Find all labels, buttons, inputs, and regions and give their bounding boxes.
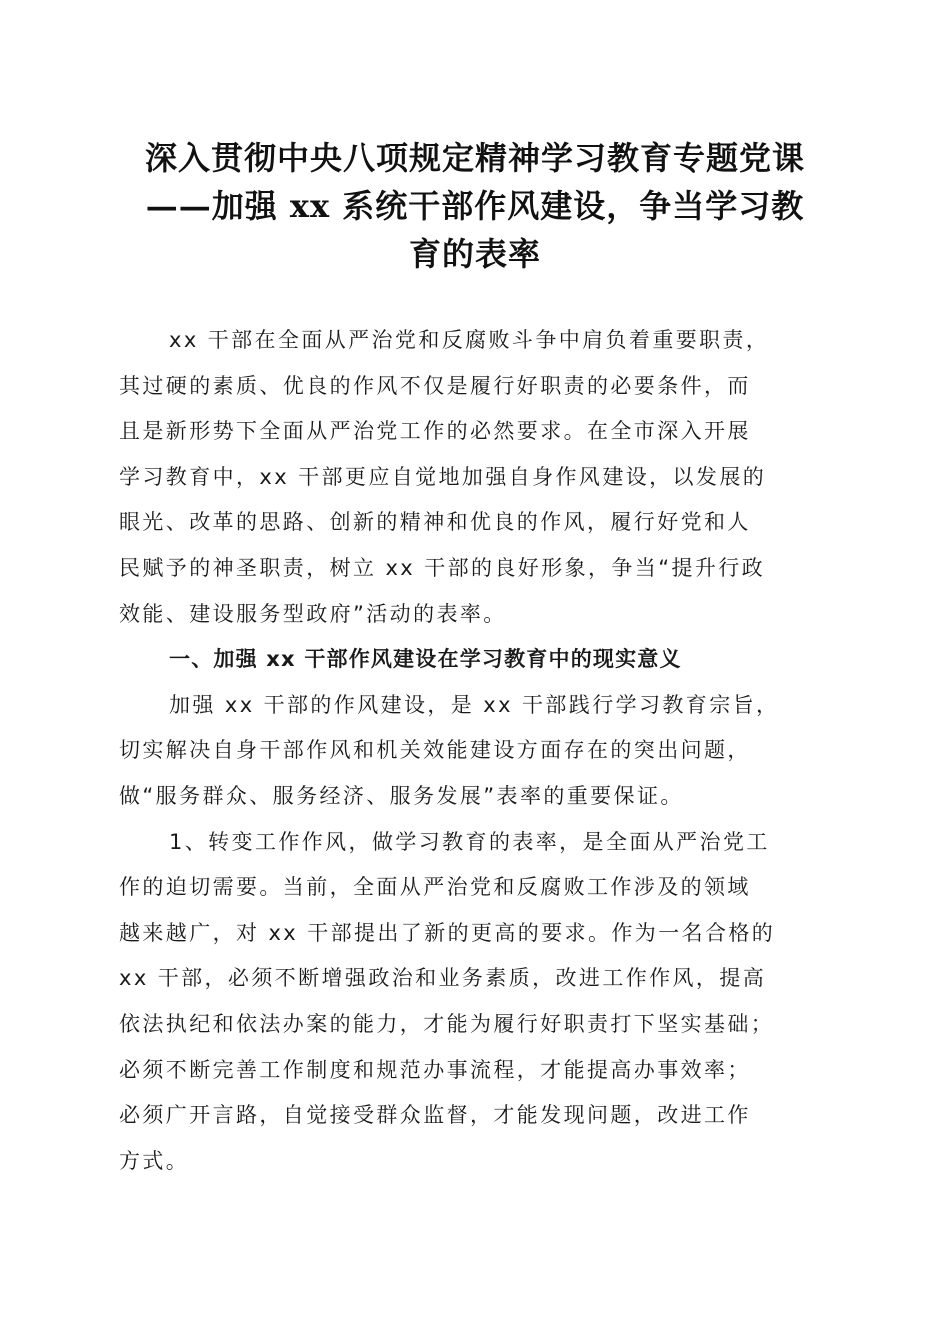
paragraph-point-1 xyxy=(119,820,837,1185)
paragraph-line: 必须不断完善工作制度和规范办事流程，才能提高办事效率； xyxy=(119,1057,751,1082)
paragraph-section-intro xyxy=(119,683,837,820)
paragraph-intro xyxy=(119,318,837,637)
paragraph-line: 1、转变工作作风，做学习教育的表率，是全面从严治党工 xyxy=(169,829,770,854)
paragraph-line: 必须广开言路，自觉接受群众监督，才能发现问题，改进工作 xyxy=(119,1103,751,1128)
paragraph-line: 眼光、改革的思路、创新的精神和优良的作风，履行好党和人 xyxy=(119,510,751,535)
paragraph-line: 作的迫切需要。当前，全面从严治党和反腐败工作涉及的领域 xyxy=(119,875,751,900)
paragraph-line: 民赋予的神圣职责，树立 xx 干部的良好形象，争当“提升行政 xyxy=(119,555,766,580)
paragraph-line: 且是新形势下全面从严治党工作的必然要求。在全市深入开展 xyxy=(119,419,751,444)
title-line: 深入贯彻中央八项规定精神学习教育专题党课 xyxy=(144,139,805,177)
paragraph-line: 加强 xx 干部的作风建设，是 xx 干部践行学习教育宗旨， xyxy=(169,692,780,717)
paragraph-line: 方式。 xyxy=(119,1148,190,1173)
paragraph-line: 切实解决自身干部作风和机关效能建设方面存在的突出问题， xyxy=(119,738,751,763)
title-line: ——加强 xx 系统干部作风建设，争当学习教 xyxy=(145,187,805,225)
section-heading: 一、加强 xx 干部作风建设在学习教育中的现实意义 xyxy=(169,647,682,672)
paragraph-line: 越来越广，对 xx 干部提出了新的更高的要求。作为一名合格的 xyxy=(119,920,776,945)
document-title xyxy=(100,134,850,278)
paragraph-line: 效能、建设服务型政府”活动的表率。 xyxy=(119,601,507,626)
paragraph-line: 其过硬的素质、优良的作风不仅是履行好职责的必要条件，而 xyxy=(119,373,751,398)
title-line: 育的表率 xyxy=(408,235,541,273)
paragraph-line: xx 干部，必须不断增强政治和业务素质，改进工作作风，提高 xyxy=(119,966,767,991)
paragraph-line: 依法执纪和依法办案的能力，才能为履行好职责打下坚实基础； xyxy=(119,1011,775,1036)
paragraph-line: 学习教育中，xx 干部更应自觉地加强自身作风建设，以发展的 xyxy=(119,464,767,489)
paragraph-line: xx 干部在全面从严治党和反腐败斗争中肩负着重要职责， xyxy=(169,328,770,352)
document-body xyxy=(119,318,837,1184)
paragraph-line: 做“服务群众、服务经济、服务发展”表率的重要保证。 xyxy=(119,783,684,808)
